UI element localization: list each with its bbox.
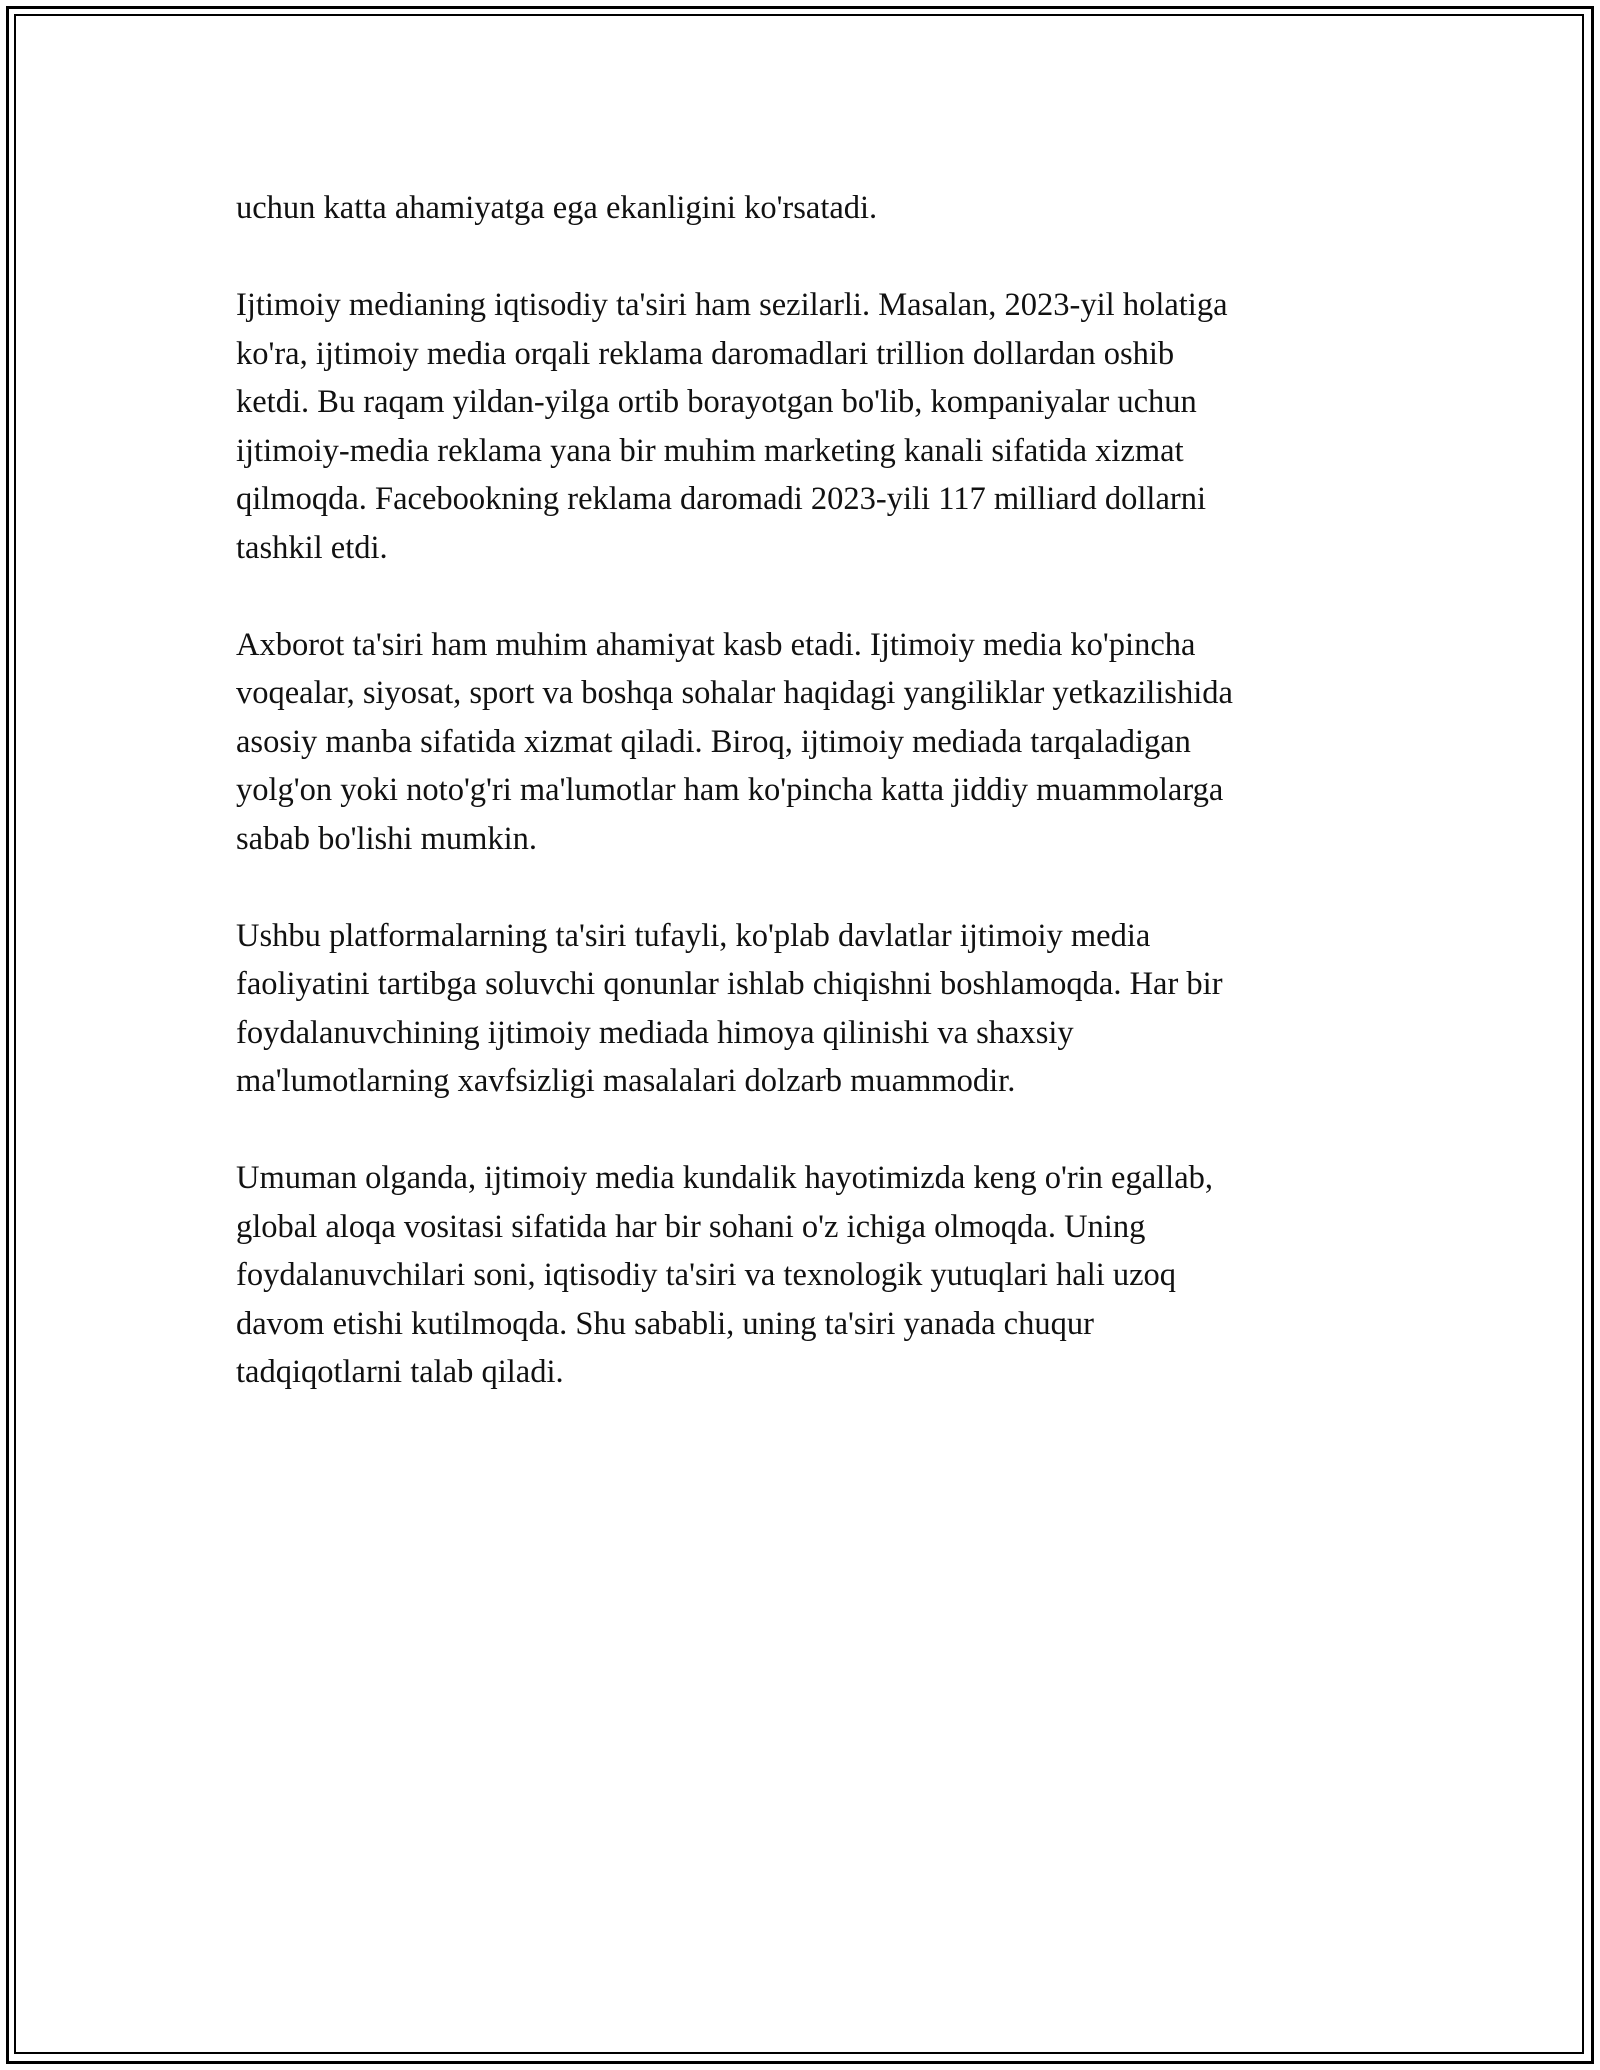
paragraph-information-impact: Axborot ta'siri ham muhim ahamiyat kasb etadi. Ijtimoiy media ko'pincha voqealar, siyosat, sport va boshqa sohalar haqidagi yangiliklar yetkazilishida asosiy manba sifatida xizmat qiladi. Biroq, ijtimoiy mediada tarqaladigan yolg'on yoki noto'g'ri ma'lumotlar ham ko'pincha katta jiddiy muammolarga sabab bo'lishi mumkin. [236, 626, 1233, 857]
document-body [236, 184, 1376, 1445]
paragraph-conclusion: Umuman olganda, ijtimoiy media kundalik hayotimizda keng o'rin egallab, global aloqa vositasi sifatida har bir sohani o'z ichiga olmoqda. Uning foydalanuvchilari soni, iqtisodiy ta'siri va texnologik yutuqlari hali uzoq davom etishi kutilmoqda. Shu sababli, uning ta'siri yanada chuqur tadqiqotlarni talab qiladi. [236, 1160, 1214, 1390]
paragraph-economic-impact: Ijtimoiy medianing iqtisodiy ta'siri ham sezilarli. Masalan, 2023-yil holatiga ko'ra, ijtimoiy media orqali reklama daromadlari trillion dollardan oshib ketdi. Bu raqam yildan-yilga ortib borayotgan bo'lib, kompaniyalar uchun ijtimoiy-media reklama yana bir muhim marketing kanali sifatida xizmat qilmoqda. Facebookning reklama daromadi 2023-yili 117 milliard dollarni tashkil etdi. [236, 287, 1228, 566]
paragraph-continuation: uchun katta ahamiyatga ega ekanligini ko'rsatadi. [236, 190, 878, 226]
paragraph-regulation: Ushbu platformalarning ta'siri tufayli, ko'plab davlatlar ijtimoiy media faoliyatini tartibga soluvchi qonunlar ishlab chiqishni boshlamoqda. Har bir foydalanuvchining ijtimoiy mediada himoya qilinishi va shaxsiy ma'lumotlarning xavfsizligi masalalari dolzarb muammodir. [236, 917, 1223, 1099]
